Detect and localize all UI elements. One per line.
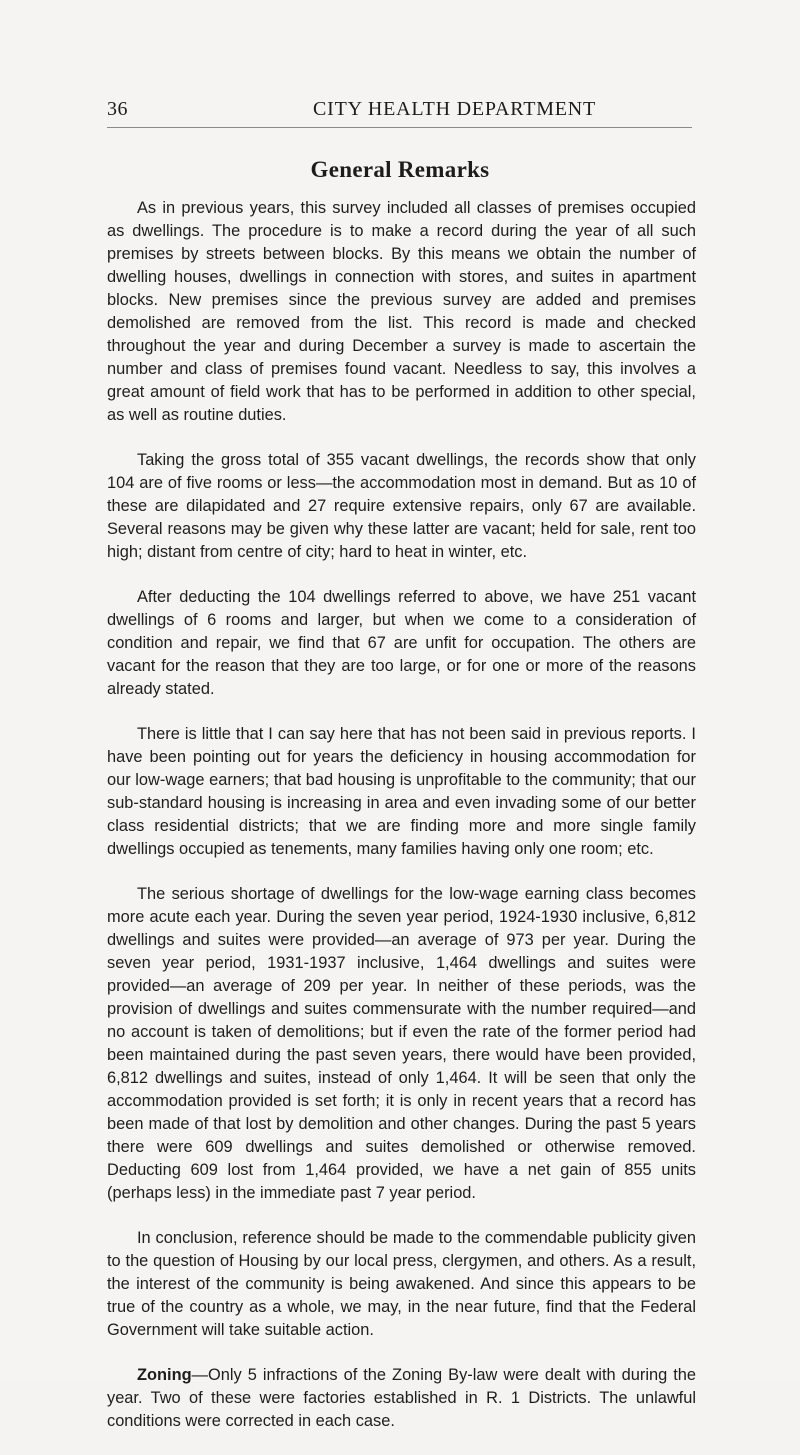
zoning-text: —Only 5 infractions of the Zoning By-law were dealt with during the year. Two of these were factories established in R. 1 Districts. The unlawful conditions were corrected in each case. [107, 1366, 696, 1430]
paragraph: After deducting the 104 dwellings referred to above, we have 251 vacant dwellings of 6 rooms and larger, but when we come to a consideration of condition and repair, we find that 67 are unfit for occupation. The others are vacant for the reason that they are too large, or for one or more of the reasons already stated. [107, 588, 696, 698]
zoning-heading: Zoning [137, 1366, 192, 1384]
paragraph: The serious shortage of dwellings for the low-wage earning class becomes more acute each year. During the seven year period, 1924-1930 inclusive, 6,812 dwellings and suites were provided—an average of 973 per year. During the seven year period, 1931-1937 inclusive, 1,464 dwellings and suites were provided—an average of 209 per year. In neither of these periods, was the provision of dwellings and suites commensurate with the number required—and no account is taken of demolitions; but if even the rate of the former period had been maintained during the past seven years, there would have been provided, 6,812 dwellings and suites, instead of only 1,464. It will be seen that only the accommodation provided is set forth; it is only in recent years that a record has been made of that lost by demolition and other changes. During the past 5 years there were 609 dwellings and suites demolished or otherwise removed. Deducting 609 lost from 1,464 provided, we have a net gain of 855 units (perhaps less) in the immediate past 7 year period. [107, 885, 696, 1202]
page-header [0, 98, 800, 128]
zoning-paragraph [107, 1364, 696, 1433]
paragraph: As in previous years, this survey included all classes of premises occupied as dwellings. The procedure is to make a record during the year of all such premises by streets between blocks. By this means we obtain the number of dwelling houses, dwellings in connection with stores, and suites in apartment blocks. New premises since the previous survey are added and premises demolished are removed from the list. This record is made and checked throughout the year and during December a survey is made to ascertain the number and class of premises found vacant. Needless to say, this involves a great amount of field work that has to be performed in addition to other special, as well as routine duties. [107, 199, 696, 424]
paragraph: In conclusion, reference should be made to the commendable publicity given to the question of Housing by our local press, clergymen, and others. As a result, the interest of the community is being awakened. And since this appears to be true of the country as a whole, we may, in the near future, find that the Federal Government will take suitable action. [107, 1229, 696, 1339]
header-rule [107, 127, 692, 128]
paragraph: There is little that I can say here that has not been said in previous reports. I have been pointing out for years the deficiency in housing accommodation for our low-wage earners; that bad housing is unprofitable to the community; that our sub-standard housing is increasing in area and even invading some of our better class residential districts; that we are finding more and more single family dwellings occupied as tenements, many families having only one room; etc. [107, 725, 696, 858]
body-text [107, 197, 696, 1455]
paragraph: Taking the gross total of 355 vacant dwellings, the records show that only 104 are of five rooms or less—the accommodation most in demand. But as 10 of these are dilapidated and 27 require extensive repairs, only 67 are available. Several reasons may be given why these latter are vacant; held for sale, rent too high; distant from centre of city; hard to heat in winter, etc. [107, 451, 696, 561]
page-number: 36 [107, 98, 128, 120]
section-title: General Remarks [310, 157, 490, 182]
running-head: CITY HEALTH DEPARTMENT [313, 98, 597, 120]
